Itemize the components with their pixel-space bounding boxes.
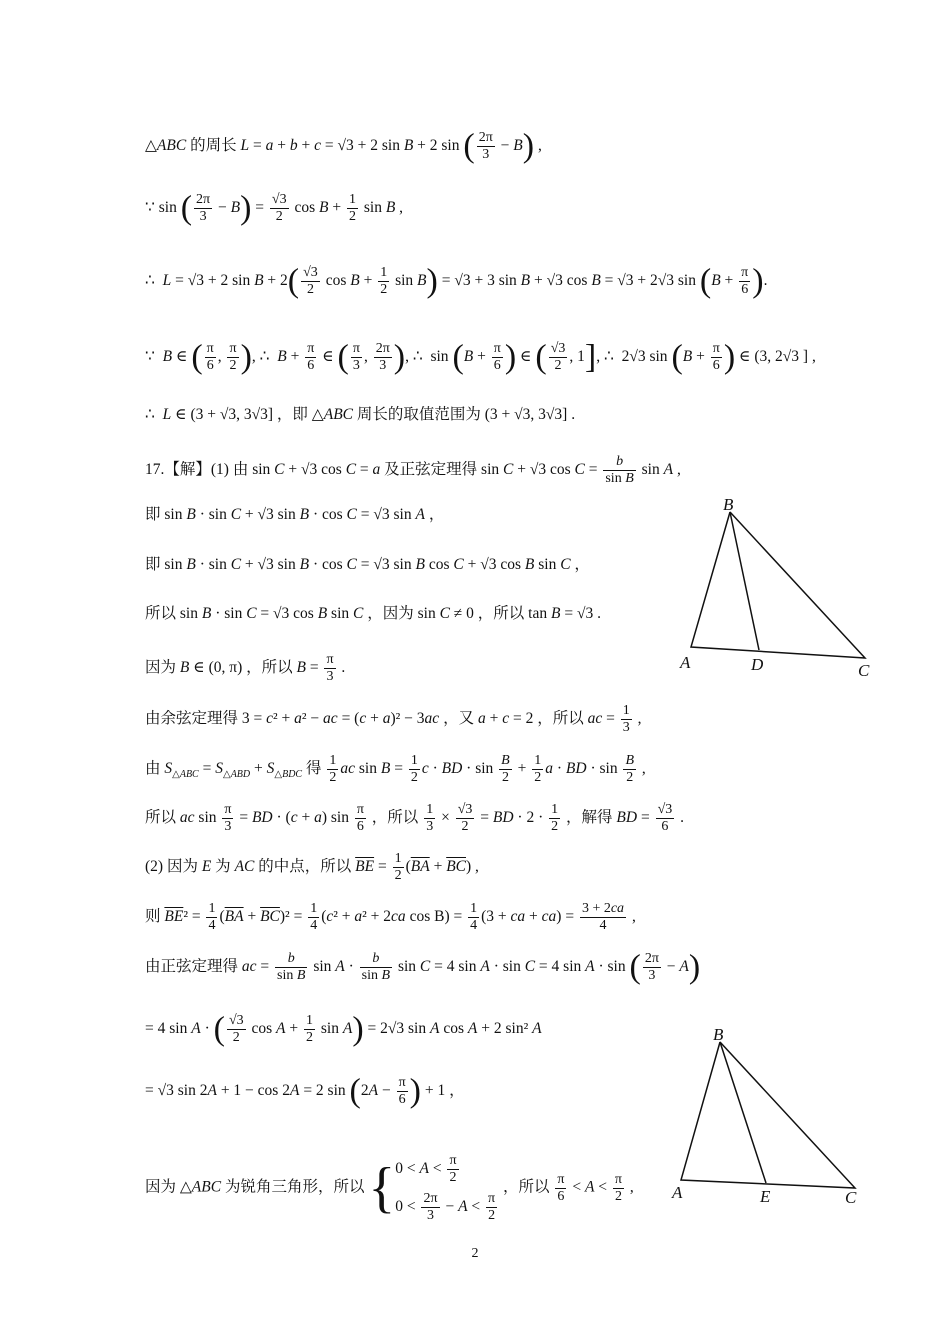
- line-9: 所以 sin B · sin C = √3 cos B sin C ，因为 sin C ≠ 0 ，所以 tan B = √3 .: [145, 605, 601, 622]
- line-17: = 4 sin A · ( $\frac{√3}{2}$ cos A + $\frac{1}{2}$ sin A) = 2√3 sin A cos A + 2 sin² A: [145, 1010, 542, 1048]
- line-2: ∵ sin ( $\frac{2\pi}{3}$ − B) = $\frac{√3}{2}$ cos B + $\frac{1}{2}$ sin B ,: [145, 189, 404, 227]
- line-8: 即 sin B · sin C + √3 sin B · cos C = √3 sin B cos C + √3 cos B sin C ，: [145, 556, 590, 573]
- line-14: (2) 因为 E 为 AC 的中点，所以 $\overline{BE}$ = $\frac{1}{2}$ $(\overline{BA} + \overline{BC})$ ,: [145, 851, 479, 883]
- line-3: ∴ L = √3 + 2 sin B + 2( $\frac{√3}{2}$ cos B + $\frac{1}{2}$ sin B) = √3 + 3 sin B + √3 cos B = √3 + 2√3 sin (B + $\frac{\pi}{6}$ ).: [145, 262, 768, 300]
- line-1: △ABC 的周长 L = a + b + c = √3 + 2 sin B + 2 sin ( $\frac{2\pi}{3}$ − B) ,: [145, 127, 542, 165]
- label-a: A: [680, 653, 691, 672]
- line-16: 由正弦定理得 ac = $\frac{b}{\text{sin B}}$ sin A · $\frac{b}{\text{sin B}}$ sin C = 4 sin A · sin C = 4 sin A · sin ( $\frac{2\pi}{3}$ − A): [145, 948, 701, 986]
- page-number: 2: [471, 1246, 479, 1261]
- label-b: B: [713, 1025, 724, 1044]
- line-6: 17.【解】(1) 由 sin C + √3 cos C = a 及正弦定理得 sin C + √3 cos C = $\frac{b}{\text{sin B}}$ sin A ,: [145, 454, 681, 486]
- label-d: D: [751, 655, 764, 674]
- label-b: B: [723, 495, 734, 514]
- triangle-figure-abe: [665, 1020, 885, 1220]
- label-c: C: [845, 1188, 857, 1207]
- line-10: 因为 B ∈ (0, π) ，所以 B = $\frac{\pi}{3}$ .: [145, 652, 346, 684]
- line-13: 所以 ac sin $\frac{\pi}{3}$ = BD · (c + a) sin $\frac{\pi}{6}$ ，所以 $\frac{1}{3}$ × $\frac{√3}{2}$ = BD · 2 · $\frac{1}{2}$ ，解得 BD = $\frac{√3}{6}$ .: [145, 802, 684, 834]
- line-19: 因为 △ABC 为锐角三角形，所以 {0 < A < $\frac{\pi}{2}$ 0 < $\frac{2\pi}{3}$ − A < $\frac{\pi}{2}$ ，所以 $\frac{\pi}{6}$ < A < $\frac{\pi}{2}$ ,: [145, 1152, 634, 1223]
- line-7: 即 sin B · sin C + √3 sin B · cos C = √3 sin A ，: [145, 506, 445, 523]
- label-c: C: [858, 661, 870, 680]
- triangle-abc-outline: [681, 1042, 855, 1188]
- line-5: ∴ L ∈ (3 + √3, 3√3] ，即 △ABC 周长的取值范围为 (3 + √3, 3√3] .: [145, 406, 576, 423]
- line-11: 由余弦定理得 3 = c² + a² − ac = (c + a)² − 3ac ，又 a + c = 2 ，所以 ac = $\frac{1}{3}$ ,: [145, 703, 642, 735]
- label-e: E: [760, 1187, 771, 1206]
- line-18: = √3 sin 2A + 1 − cos 2A = 2 sin (2A − $\frac{\pi}{6}$ ) + 1 ，: [145, 1072, 465, 1110]
- line-15: 则 $\overline{BE}^2$ = $\frac{1}{4}$ $(\overline{BA} + \overline{BC})^2$ = $\frac{1}{4}$ (c² + a² + 2ca cos B) = $\frac{1}{4}$ (3 + ca + ca) = $\frac{3 + 2ca}{4}$ ,: [145, 901, 636, 933]
- segment-bd: [730, 512, 759, 650]
- label-a: A: [672, 1183, 683, 1202]
- line-4: ∵ B ∈ ( $\frac{\pi}{6}$ , $\frac{\pi}{2}$ ), ∴ B + $\frac{\pi}{6}$ ∈ ( $\frac{\pi}{3}$ , $\frac{2\pi}{3}$ ), ∴ sin (B + $\frac{\pi}{6}$ ) ∈ ( $\frac{√3}{2}$ , 1], ∴ 2√3 sin (B + $\frac{\pi}{6}$ ) ∈ (3, 2√3 ] ,: [145, 338, 816, 376]
- triangle-figure-abd: [675, 490, 895, 690]
- line-12: 由 $S_{\triangle ABC} = S_{\triangle ABD} + S_{\triangle BDC}$ 得 $\frac{1}{2}$ ac sin B = $\frac{1}{2}$ c · BD · sin $\frac{B}{2}$ + $\frac{1}{2}$ a · BD · sin $\frac{B}{2}$ ,: [145, 753, 646, 785]
- segment-be: [720, 1042, 766, 1183]
- triangle-abc-outline: [691, 512, 865, 658]
